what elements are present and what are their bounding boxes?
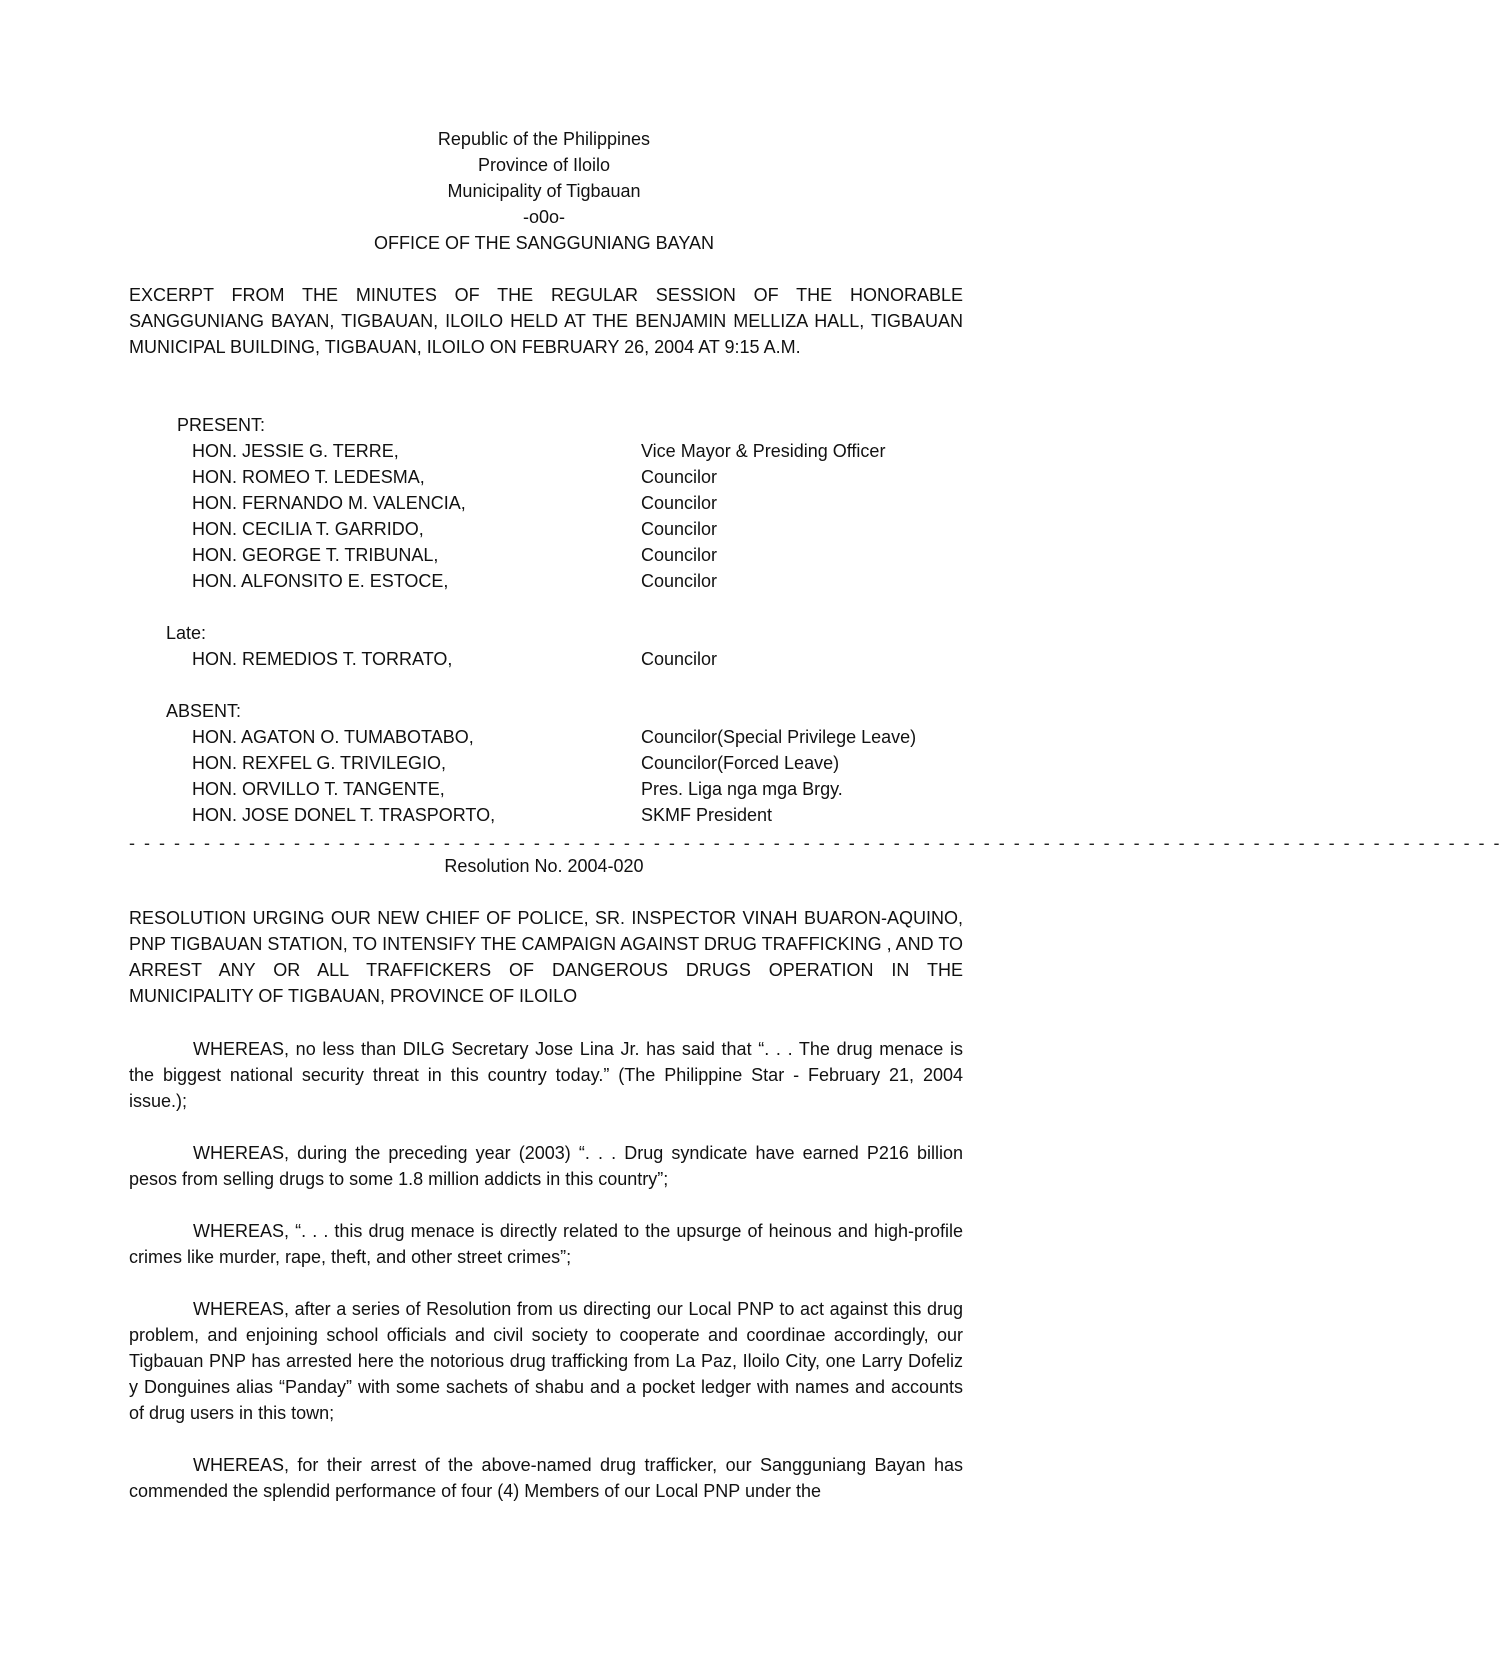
attendee-role: Councilor [641, 649, 718, 669]
whereas-clause: WHEREAS, during the preceding year (2003) “. . . Drug syndicate have earned P216 billion pesos from selling drugs to some 1.8 million addicts in this country”; [129, 1143, 963, 1189]
attendee-role: Vice Mayor & Presiding Officer [641, 441, 886, 461]
header-office: OFFICE OF THE SANGGUNIANG BAYAN [373, 233, 715, 253]
attendee-role: SKMF President [641, 805, 773, 825]
attendee-name: HON. ALFONSITO E. ESTOCE, [192, 571, 449, 591]
attendee-role: Councilor [641, 493, 718, 513]
resolution-title: RESOLUTION URGING OUR NEW CHIEF OF POLICE, SR. INSPECTOR VINAH BUARON-AQUINO, PNP TIGBAUAN STATION, TO INTENSIFY THE CAMPAIGN AGAINST DRUG TRAFFICKING , AND TO ARREST ANY OR ALL TRAFFICKERS OF DANGEROUS DRUGS OPERATION IN THE MUNICIPALITY OF TIGBAUAN, PROVINCE OF ILOILO [129, 908, 963, 1006]
attendee-name: HON. GEORGE T. TRIBUNAL, [192, 545, 439, 565]
whereas-clause: WHEREAS, after a series of Resolution from us directing our Local PNP to act against this drug problem, and enjoining school officials and civil society to cooperate and coordinae accordingly, our Tigbauan PNP has arrested here the notorious drug trafficking from La Paz, Iloilo City, one Larry Dofeliz y Donguines alias “Panday” with some sachets of shabu and a pocket ledger with names and accounts of drug users in this town; [129, 1299, 963, 1423]
header-ornament: -o0o- [522, 207, 566, 227]
attendee-row [0, 542, 1088, 568]
attendee-name: HON. ROMEO T. LEDESMA, [192, 467, 425, 487]
resolution-number: Resolution No. 2004-020 [444, 856, 644, 876]
attendee-role: Pres. Liga nga mga Brgy. [641, 779, 843, 799]
attendee-row [0, 568, 1088, 594]
attendee-role: Councilor [641, 571, 718, 591]
header-municipality: Municipality of Tigbauan [447, 181, 641, 201]
present-label: PRESENT: [177, 415, 266, 435]
attendee-role: Councilor(Special Privilege Leave) [641, 727, 917, 747]
header-country: Republic of the Philippines [437, 129, 651, 149]
attendee-row [0, 464, 1088, 490]
attendee-row [0, 438, 1088, 464]
attendee-row [0, 776, 1088, 802]
letterhead [0, 126, 1088, 256]
late-list [0, 646, 1088, 672]
attendee-role: Councilor [641, 545, 718, 565]
present-list [0, 438, 1088, 594]
attendee-name: HON. REXFEL G. TRIVILEGIO, [192, 753, 447, 773]
attendee-role: Councilor [641, 519, 718, 539]
attendee-name: HON. FERNANDO M. VALENCIA, [192, 493, 466, 513]
attendee-row [0, 802, 1088, 828]
attendee-name: HON. JESSIE G. TERRE, [192, 441, 399, 461]
absent-list [0, 724, 1088, 828]
absent-label: ABSENT: [166, 701, 242, 721]
attendee-name: HON. CECILIA T. GARRIDO, [192, 519, 424, 539]
attendee-name: HON. REMEDIOS T. TORRATO, [192, 649, 453, 669]
attendee-role: Councilor [641, 467, 718, 487]
attendee-name: HON. JOSE DONEL T. TRASPORTO, [192, 805, 496, 825]
whereas-clause: WHEREAS, for their arrest of the above-named drug trafficker, our Sangguniang Bayan has commended the splendid performance of four (4) Members of our Local PNP under the [129, 1455, 963, 1501]
attendee-name: HON. ORVILLO T. TANGENTE, [192, 779, 445, 799]
attendee-row [0, 516, 1088, 542]
header-province: Province of Iloilo [477, 155, 611, 175]
attendee-name: HON. AGATON O. TUMABOTABO, [192, 727, 474, 747]
attendee-row [0, 490, 1088, 516]
attendee-row [0, 724, 1088, 750]
minutes-intro: EXCERPT FROM THE MINUTES OF THE REGULAR SESSION OF THE HONORABLE SANGGUNIANG BAYAN, TIGBAUAN, ILOILO HELD AT THE BENJAMIN MELLIZA HALL, TIGBAUAN MUNICIPAL BUILDING, TIGBAUAN, ILOILO ON FEBRUARY 26, 2004 AT 9:15 A.M. [129, 285, 963, 357]
attendee-role: Councilor(Forced Leave) [641, 753, 840, 773]
late-label: Late: [166, 623, 207, 643]
whereas-clause: WHEREAS, no less than DILG Secretary Jose Lina Jr. has said that “. . . The drug menace is the biggest national security threat in this country today.” (The Philippine Star - February 21, 2004 issue.); [129, 1039, 963, 1111]
whereas-clause: WHEREAS, “. . . this drug menace is directly related to the upsurge of heinous and high-profile crimes like murder, rape, theft, and other street crimes”; [129, 1221, 963, 1267]
attendee-row [0, 646, 1088, 672]
attendee-row [0, 750, 1088, 776]
separator-line: - - - - - - - - - - - - - - - - - - - - - - - - - - - - - - - - - - - - - - - - - - - - - - - - - - - - - - - - - - - - - - - - - - - - - - - - - - - - - - - - - - - - - - - - - - - - [129, 833, 1502, 853]
